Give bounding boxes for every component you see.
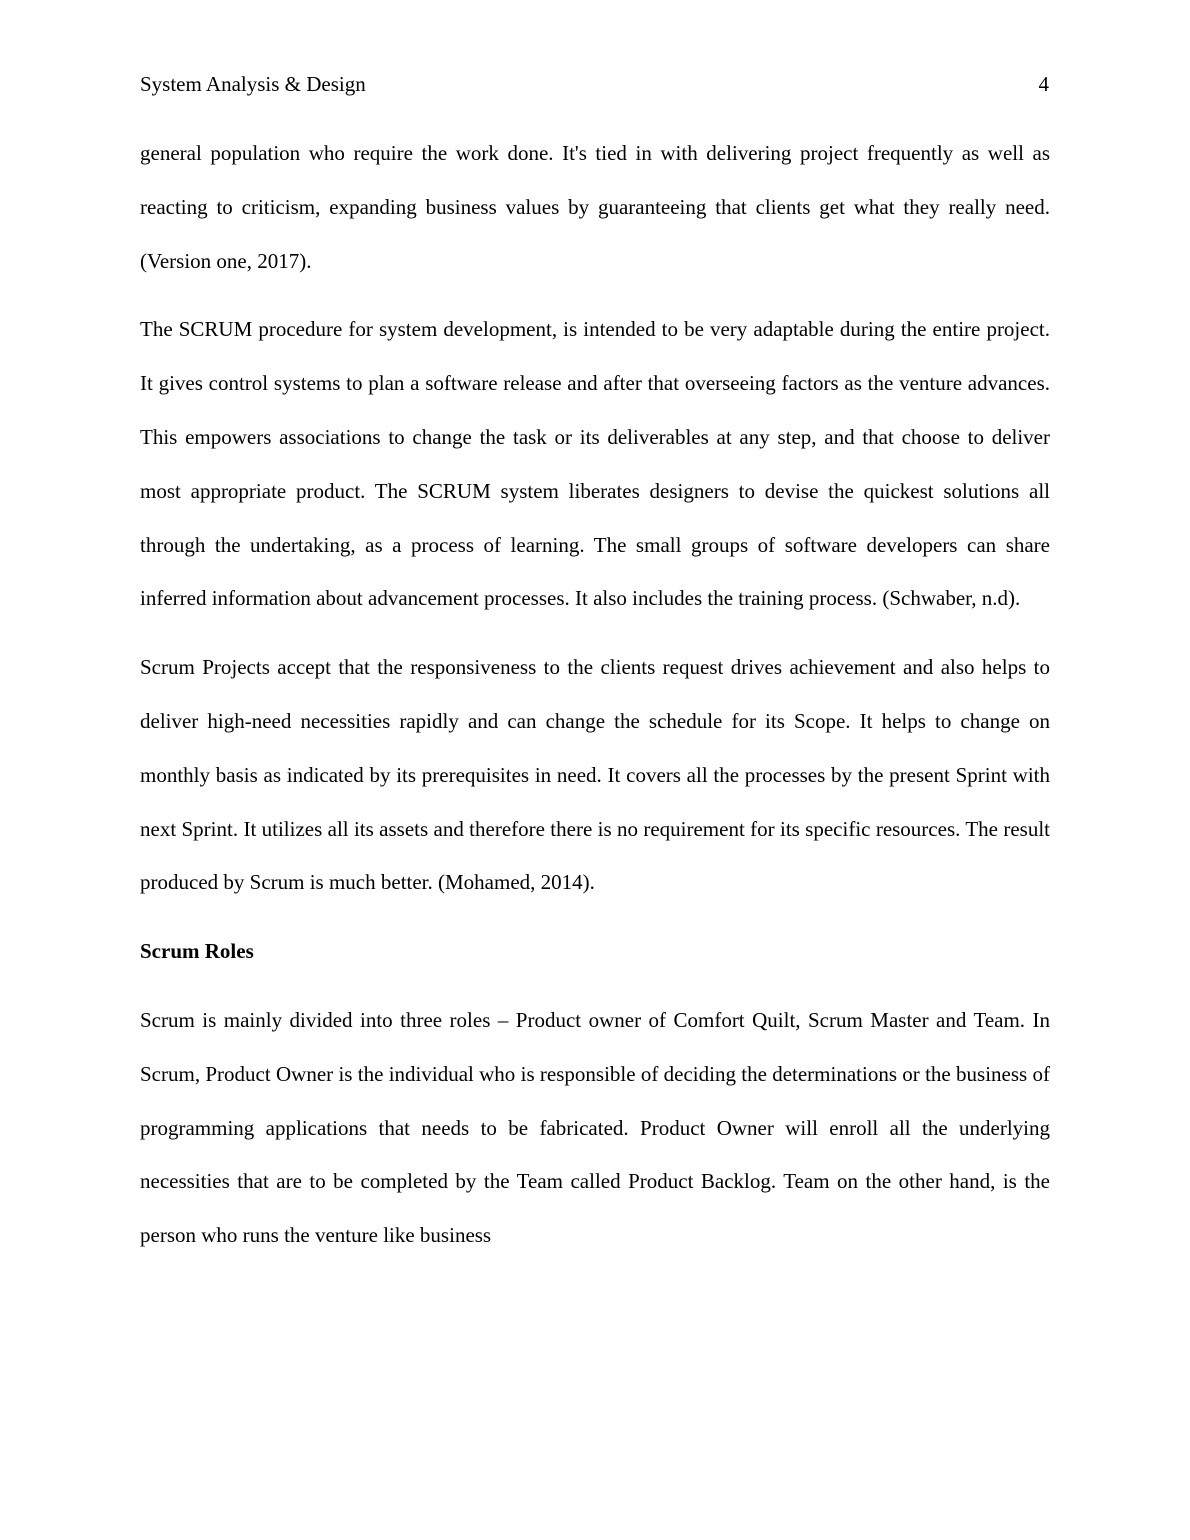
running-head-title: System Analysis & Design	[140, 72, 366, 96]
paragraph-scrum-projects: Scrum Projects accept that the responsiveness to the clients request drives achievement and also helps to deliver high-need necessities rapidly and can change the schedule for its Scope. It helps to change on monthly basis as indicated by its prerequisites in need. It covers all the processes by the present Sprint with next Sprint. It utilizes all its assets and therefore there is no requirement for its specific resources. The result produced by Scrum is much better. (Mohamed, 2014).	[140, 655, 1050, 895]
paragraph-scrum-roles: Scrum is mainly divided into three roles – Product owner of Comfort Quilt, Scrum Master and Team. In Scrum, Product Owner is the individual who is responsible of deciding the determinations or the business of programming applications that needs to be fabricated. Product Owner will enroll all the underlying necessities that are to be completed by the Team called Product Backlog. Team on the other hand, is the person who runs the venture like business	[140, 1007, 1050, 1248]
paragraph-agile-values: general population who require the work done. It's tied in with delivering project frequently as well as reacting to criticism, expanding business values by guaranteeing that clients get what they really need. (Version one, 2017).	[140, 141, 1050, 273]
page-number: 4	[1038, 72, 1049, 96]
document-body	[140, 127, 1050, 1278]
paragraph-scrum-procedure: The SCRUM procedure for system development, is intended to be very adaptable during the entire project. It gives control systems to plan a software release and after that overseeing factors as the venture advances. This empowers associations to change the task or its deliverables at any step, and that choose to deliver most appropriate product. The SCRUM system liberates designers to devise the quickest solutions all through the undertaking, as a process of learning. The small groups of software developers can share inferred information about advancement processes. It also includes the training process. (Schwaber, n.d).	[140, 317, 1050, 611]
section-heading-scrum-roles: Scrum Roles	[140, 939, 254, 964]
page-header	[140, 70, 1050, 98]
